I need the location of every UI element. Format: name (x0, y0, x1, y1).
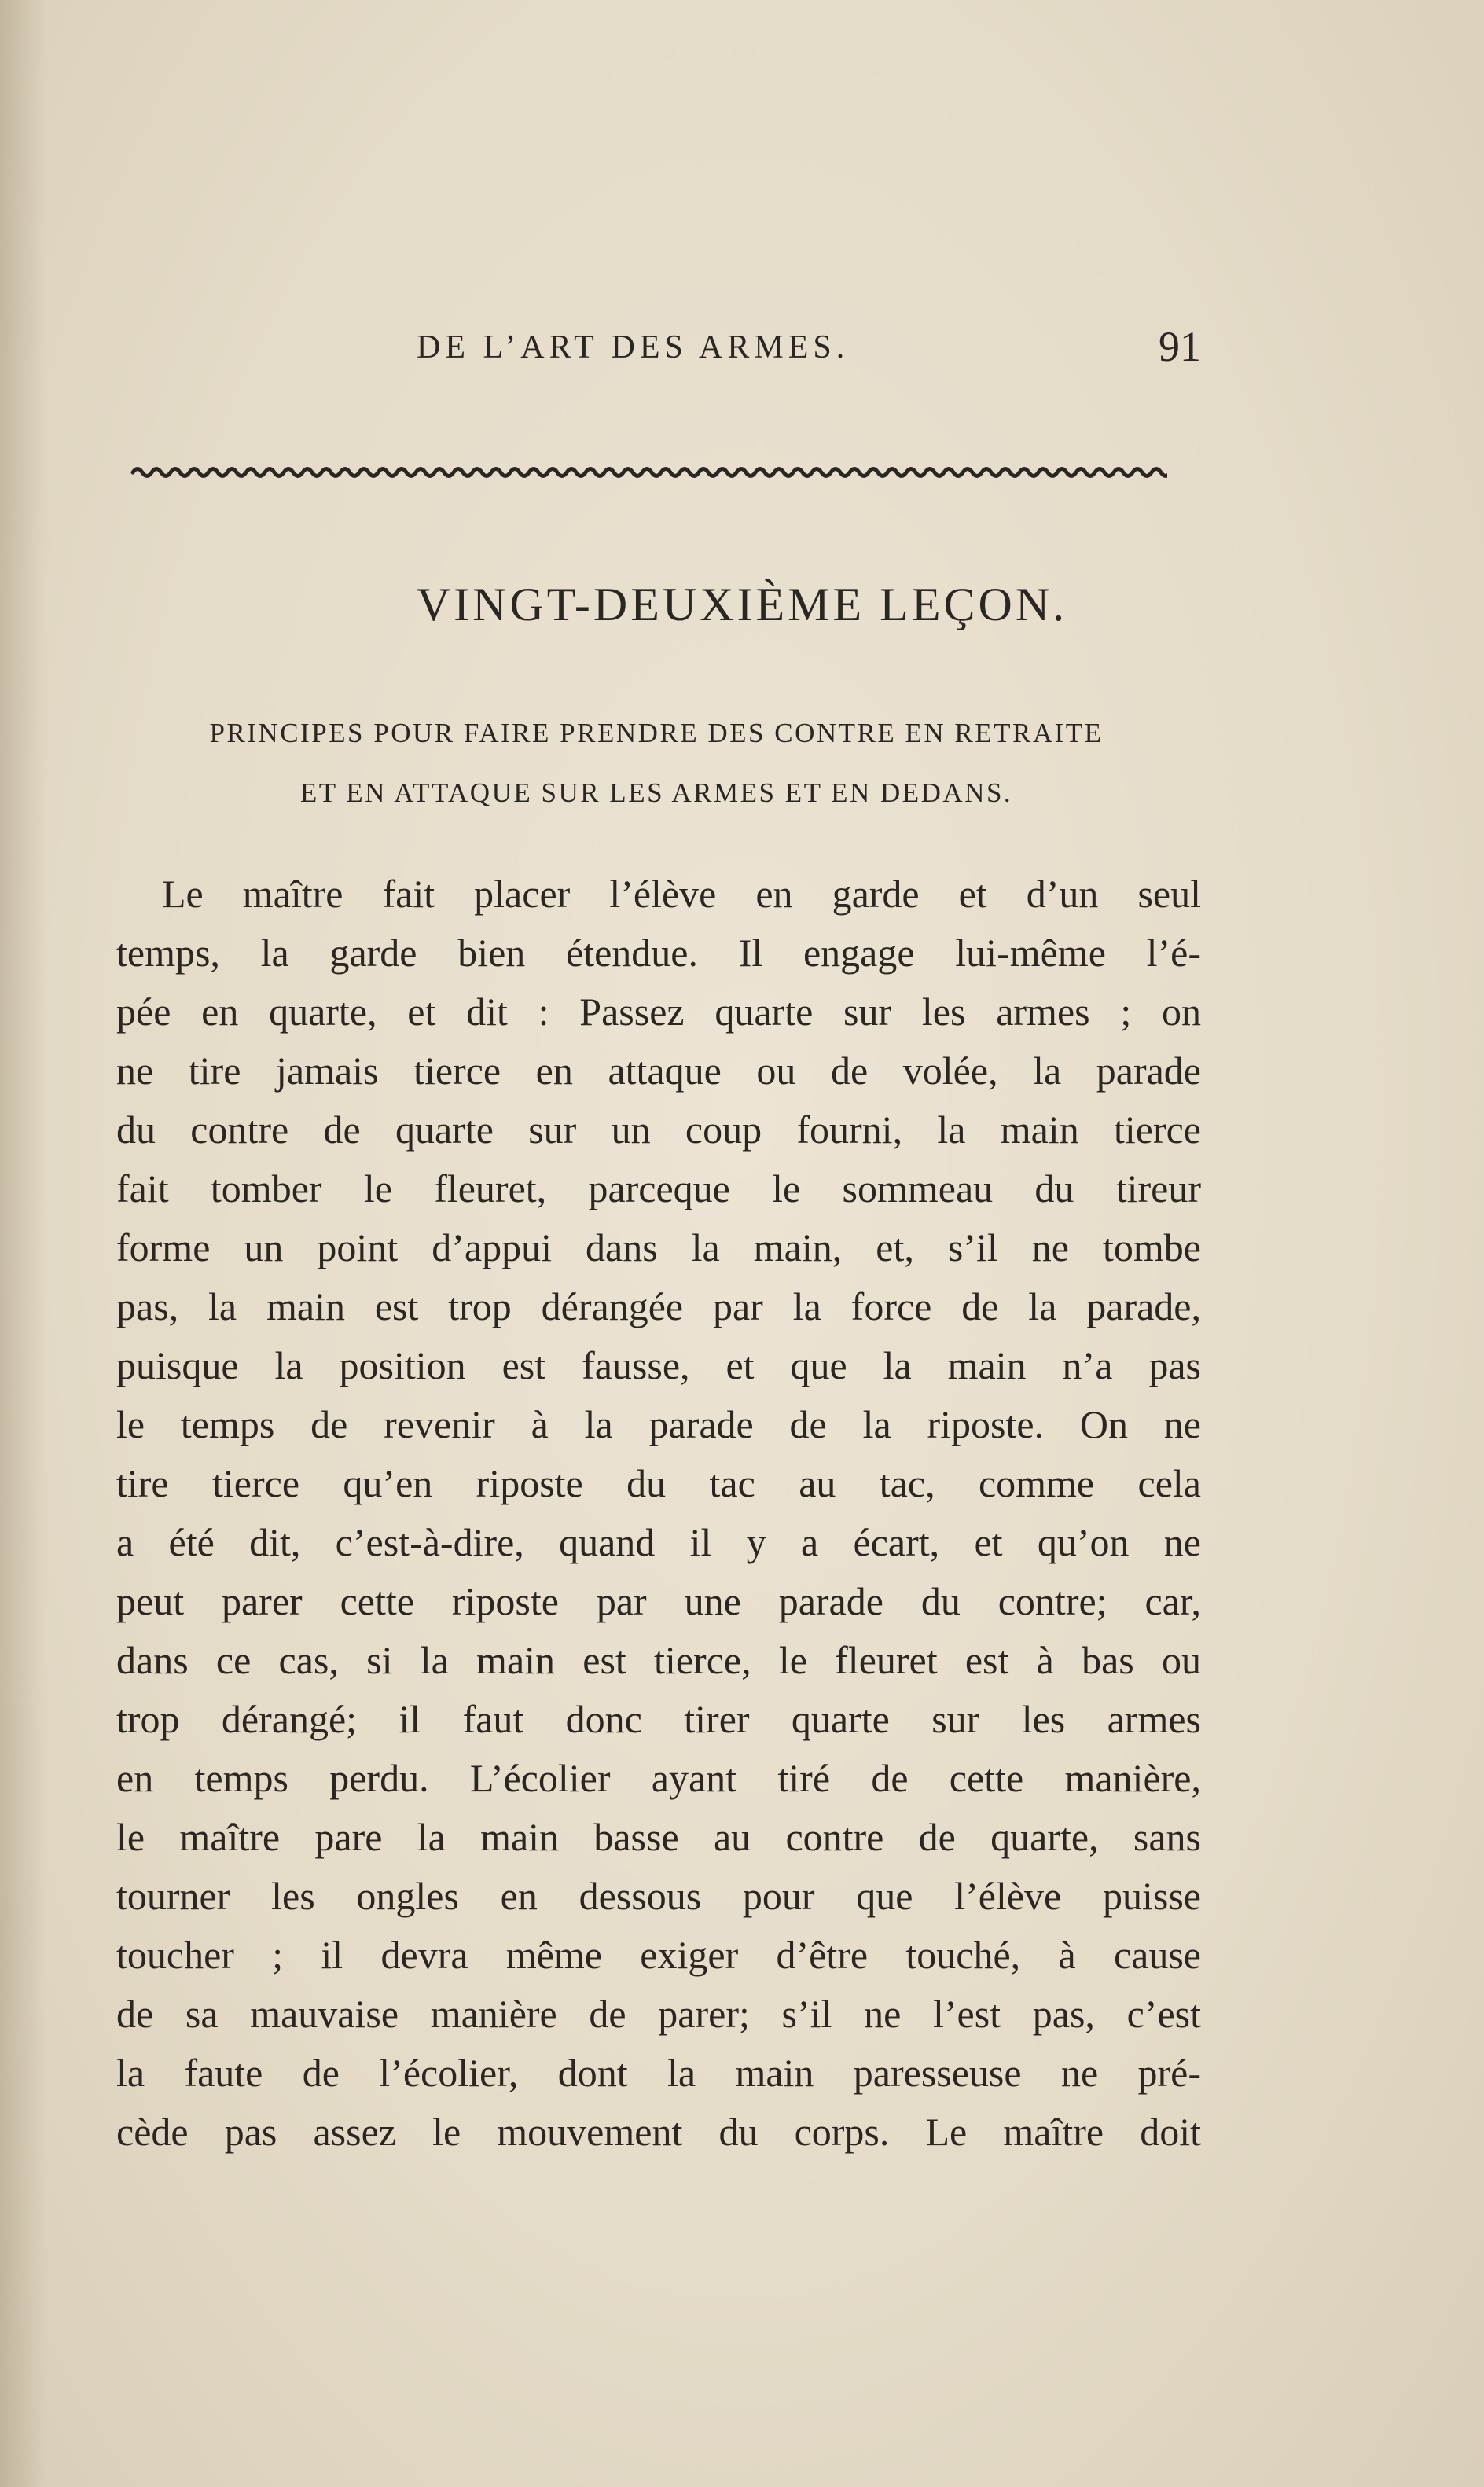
text-line: Le maître fait placer l’élève en garde et d’un seul (162, 872, 1201, 916)
lesson-title: VINGT-DEUXIÈME LEÇON. (416, 579, 1068, 630)
text-line: dans ce cas, si la main est tierce, le fleuret est à bas ou (116, 1638, 1201, 1682)
subtitle-line: PRINCIPES POUR FAIRE PRENDRE DES CONTRE EN RETRAITE (209, 718, 1104, 748)
running-head-title: DE L’ART DES ARMES. (417, 329, 850, 366)
text-line: forme un point d’appui dans la main, et, s’il ne tombe (116, 1225, 1201, 1269)
text-line: peut parer cette riposte par une parade du contre; car, (116, 1579, 1201, 1623)
text-line: fait tomber le fleuret, parceque le sommeau du tireur (116, 1166, 1201, 1210)
text-line: a été dit, c’est-à-dire, quand il y a écart, et qu’on ne (116, 1520, 1201, 1564)
body-paragraph (116, 865, 1201, 2162)
page-number: 91 (1159, 323, 1201, 370)
page-edge-shadow (0, 0, 47, 2487)
running-head (417, 323, 1203, 376)
text-line: pas, la main est trop dérangée par la force de la parade, (116, 1284, 1201, 1328)
text-line: du contre de quarte sur un coup fourni, la main tierce (116, 1108, 1201, 1152)
text-line: en temps perdu. L’écolier ayant tiré de cette manière, (116, 1756, 1201, 1800)
text-line: le maître pare la main basse au contre de quarte, sans (116, 1815, 1201, 1859)
text-line: puisque la position est fausse, et que la main n’a pas (116, 1343, 1201, 1387)
text-line: le temps de revenir à la parade de la riposte. On ne (116, 1402, 1201, 1446)
ornamental-rule (130, 462, 1167, 483)
text-line: la faute de l’écolier, dont la main paresseuse ne pré- (116, 2051, 1201, 2095)
text-line: temps, la garde bien étendue. Il engage lui-même l’é- (116, 931, 1201, 975)
text-line: ne tire jamais tierce en attaque ou de volée, la parade (116, 1049, 1201, 1093)
text-line: tire tierce qu’en riposte du tac au tac, comme cela (116, 1461, 1201, 1505)
text-line: toucher ; il devra même exiger d’être touché, à cause (116, 1933, 1201, 1977)
text-line: tourner les ongles en dessous pour que l’élève puisse (116, 1874, 1201, 1918)
text-line: de sa mauvaise manière de parer; s’il ne l’est pas, c’est (116, 1992, 1201, 2036)
text-line: cède pas assez le mouvement du corps. Le maître doit (116, 2110, 1201, 2154)
subtitle-line: ET EN ATTAQUE SUR LES ARMES ET EN DEDANS. (299, 777, 1013, 808)
text-line: trop dérangé; il faut donc tirer quarte sur les armes (116, 1697, 1201, 1741)
lesson-subtitle (114, 703, 1199, 823)
text-line: pée en quarte, et dit : Passez quarte sur les armes ; on (116, 990, 1201, 1034)
